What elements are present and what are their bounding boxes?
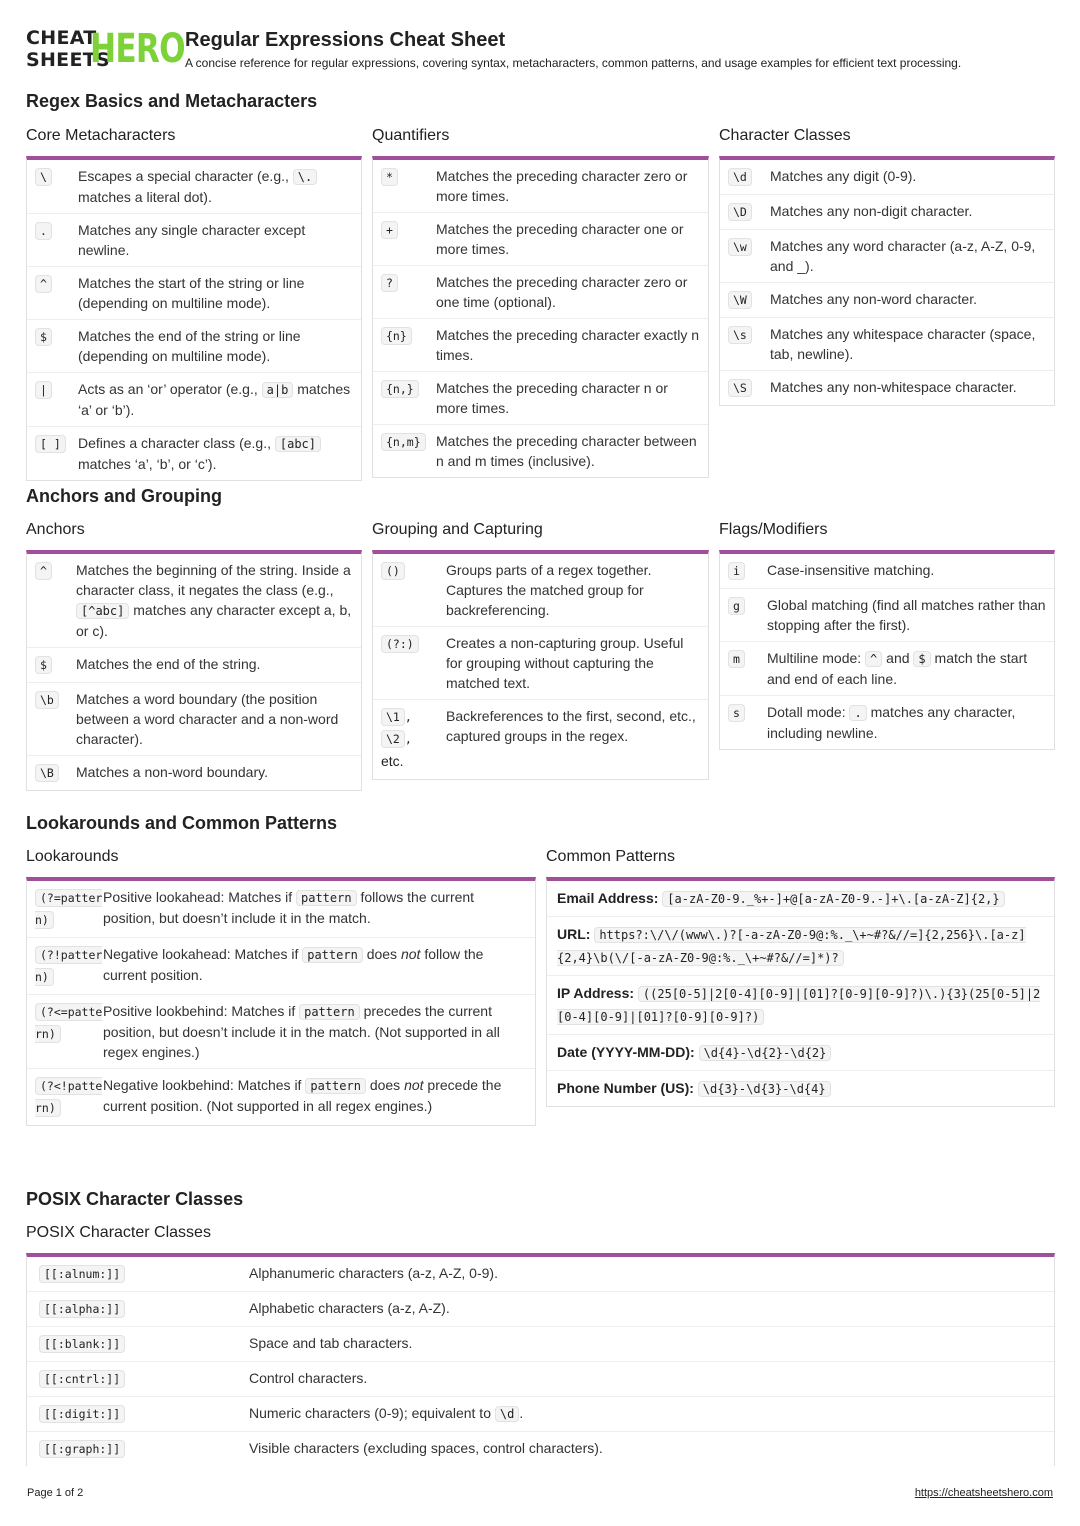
- row-desc: Matches the preceding character zero or one time (optional).: [436, 274, 688, 310]
- table-row: [27, 938, 535, 995]
- row-desc: Matches the preceding character zero or more times.: [436, 168, 688, 204]
- pattern-code: [a-zA-Z0-9._%+-]+@[a-zA-Z0-9.-]+\.[a-zA-Z]{2,}: [662, 891, 1004, 907]
- table-row: [373, 160, 708, 213]
- row-key: .: [35, 222, 52, 240]
- pattern-label: Date (YYYY-MM-DD):: [557, 1044, 695, 1060]
- row-desc: Matches the beginning of the string. Inside a character class, it negates the class (e.g.,: [76, 562, 351, 598]
- row-key: i: [728, 562, 745, 580]
- row-key: [[:graph:]]: [39, 1440, 125, 1458]
- row-key: $: [35, 656, 52, 674]
- table-row: [27, 995, 535, 1069]
- row-key: (?:): [381, 635, 419, 653]
- anchors-card: [26, 550, 362, 791]
- pattern-code: \d{4}-\d{2}-\d{2}: [699, 1045, 832, 1061]
- grouping-card: [372, 550, 709, 780]
- row-desc: matches any character except a, b, or c).: [76, 602, 352, 639]
- row-key: \S: [728, 379, 752, 397]
- pattern-row: [547, 881, 1054, 917]
- table-row: [720, 283, 1054, 318]
- pattern-label: URL:: [557, 926, 591, 942]
- row-key: (?!pattern): [35, 948, 103, 984]
- inline-code: pattern: [296, 890, 357, 906]
- row-key: g: [728, 597, 745, 615]
- row-desc: .: [519, 1405, 524, 1421]
- row-desc: Acts as an ‘or’ operator (e.g.,: [78, 381, 258, 397]
- footer-link[interactable]: https://cheatsheetshero.com: [914, 1487, 1053, 1499]
- row-desc: Matches any word character (a-z, A-Z, 0-9, and _).: [770, 238, 1036, 274]
- row-desc: matches ‘a’, ‘b’, or ‘c’).: [78, 456, 217, 472]
- row-key: [[:blank:]]: [39, 1335, 125, 1353]
- row-desc: Matches the end of the string or line (depending on multiline mode).: [78, 328, 301, 364]
- row-desc: Negative lookahead: Matches if: [103, 946, 299, 962]
- table-row: [720, 371, 1054, 405]
- pattern-row: [547, 1035, 1054, 1071]
- table-row: [27, 267, 361, 320]
- table-row: [27, 1327, 1054, 1362]
- inline-code: pattern: [302, 947, 363, 963]
- table-row: [720, 230, 1054, 283]
- table-row: [720, 696, 1054, 749]
- inline-code: pattern: [305, 1078, 366, 1094]
- row-desc: Positive lookbehind: Matches if: [103, 1003, 296, 1019]
- row-key: {n}: [381, 327, 412, 345]
- row-desc: Control characters.: [249, 1370, 368, 1386]
- inline-code: \d: [495, 1406, 519, 1422]
- inline-code: a|b: [262, 382, 294, 398]
- row-desc: Matches the preceding character between n and m times (inclusive).: [436, 433, 697, 469]
- row-desc: Matches the preceding character n or more times.: [436, 380, 668, 416]
- row-desc: and: [886, 650, 910, 666]
- table-row: [720, 642, 1054, 696]
- inline-code: [abc]: [275, 436, 321, 452]
- card-title-core: Core Metacharacters: [26, 127, 176, 144]
- inline-code: \.: [293, 169, 317, 185]
- card-title-grouping: Grouping and Capturing: [372, 521, 543, 538]
- row-desc: Creates a non-capturing group. Useful for grouping without capturing the matched text.: [446, 635, 684, 691]
- table-row: [373, 319, 708, 372]
- row-key: \: [35, 168, 52, 186]
- lookarounds-card: [26, 877, 536, 1126]
- table-row: [720, 589, 1054, 642]
- table-row: [373, 425, 708, 477]
- pattern-label: Phone Number (US):: [557, 1080, 694, 1096]
- card-title-classes: Character Classes: [719, 127, 851, 144]
- section-title-anchors-grouping: Anchors and Grouping: [26, 486, 222, 506]
- row-key: \B: [35, 764, 59, 782]
- row-desc: match the start and end of each line.: [767, 650, 1028, 687]
- card-title-flags: Flags/Modifiers: [719, 521, 828, 538]
- row-key: [[:cntrl:]]: [39, 1370, 125, 1388]
- section-title-basics: Regex Basics and Metacharacters: [26, 91, 318, 111]
- row-key: (): [381, 562, 405, 580]
- card-title-quantifiers: Quantifiers: [372, 127, 450, 144]
- section-title-lookarounds: Lookarounds and Common Patterns: [26, 813, 338, 833]
- pattern-row: [547, 917, 1054, 976]
- inline-code: ^: [865, 651, 882, 667]
- row-desc: Matches any non-whitespace character.: [770, 379, 1017, 395]
- row-key: \s: [728, 326, 752, 344]
- table-row: [27, 427, 361, 480]
- row-key: m: [728, 650, 745, 668]
- row-desc: Defines a character class (e.g.,: [78, 435, 271, 451]
- row-desc: Matches any single character except newline.: [78, 222, 306, 258]
- row-key: ^: [35, 562, 52, 580]
- table-row: [27, 881, 535, 938]
- row-desc: matches any character, including newline.: [767, 704, 1016, 741]
- row-desc: Matches the end of the string.: [76, 656, 261, 672]
- table-row: [27, 1292, 1054, 1327]
- inline-code: .: [849, 705, 866, 721]
- table-row: [373, 372, 708, 425]
- table-row: [373, 554, 708, 627]
- row-key: *: [381, 168, 398, 186]
- pattern-label: IP Address:: [557, 985, 635, 1001]
- table-row: [27, 1362, 1054, 1397]
- row-desc: Alphanumeric characters (a-z, A-Z, 0-9).: [249, 1265, 498, 1281]
- row-key: \2: [381, 730, 405, 748]
- table-row: [720, 554, 1054, 589]
- row-desc: does: [366, 946, 398, 962]
- posix-card: [26, 1253, 1055, 1466]
- pattern-code: \d{3}-\d{3}-\d{4}: [698, 1081, 831, 1097]
- table-row: [27, 756, 361, 790]
- row-key: [[:alnum:]]: [39, 1265, 125, 1283]
- footer-link-wrapper: [915, 1487, 1053, 1499]
- row-desc: Matches any digit (0-9).: [770, 168, 917, 184]
- table-row: [720, 195, 1054, 230]
- row-key: [ ]: [35, 435, 66, 453]
- table-row: [27, 373, 361, 427]
- inline-code: [^abc]: [76, 603, 129, 619]
- table-row: [720, 160, 1054, 195]
- row-desc: Backreferences to the first, second, etc., captured groups in the regex.: [446, 708, 696, 744]
- row-key: +: [381, 221, 398, 239]
- row-desc: Matches the preceding character one or more times.: [436, 221, 684, 257]
- row-desc: Matches any non-digit character.: [770, 203, 973, 219]
- table-row: [27, 1432, 1054, 1466]
- logo-sheets: SHEETS: [26, 49, 110, 71]
- flags-card: [719, 550, 1055, 750]
- row-key: ?: [381, 274, 398, 292]
- row-desc: Matches a word boundary (the position between a word character and a non-word character).: [76, 691, 339, 747]
- pattern-row: [547, 976, 1054, 1035]
- page-number: Page 1 of 2: [27, 1487, 84, 1499]
- character-classes-card: [719, 156, 1055, 406]
- row-key: [[:alpha:]]: [39, 1300, 125, 1318]
- pattern-row: [547, 1071, 1054, 1106]
- inline-code: pattern: [299, 1004, 360, 1020]
- row-desc: Visible characters (excluding spaces, control characters).: [249, 1440, 603, 1456]
- row-key: \d: [728, 168, 752, 186]
- row-desc: follow the current position.: [103, 946, 484, 983]
- row-key: (?=pattern): [35, 891, 103, 927]
- row-desc: does: [369, 1077, 401, 1093]
- inline-code: $: [913, 651, 930, 667]
- row-desc: Groups parts of a regex together. Captures the matched group for backreferencing.: [446, 562, 652, 618]
- row-desc: precedes the current position, but doesn’t include it in the match. (Not supported in all regex engines.): [103, 1003, 500, 1060]
- row-desc: Matches a non-word boundary.: [76, 764, 268, 780]
- row-key: \b: [35, 691, 59, 709]
- row-desc: Matches any whitespace character (space, tab, newline).: [770, 326, 1036, 362]
- row-key: ^: [35, 275, 52, 293]
- row-key: s: [728, 704, 745, 722]
- pattern-label: Email Address:: [557, 890, 659, 906]
- core-metacharacters-card: [26, 156, 362, 481]
- logo-hero: HERO: [90, 26, 185, 72]
- row-desc: follows the current position, but doesn’t include it in the match.: [103, 889, 475, 926]
- card-title-anchors: Anchors: [26, 521, 85, 538]
- row-desc: Matches any non-word character.: [770, 291, 977, 307]
- card-title-patterns: Common Patterns: [546, 848, 675, 865]
- row-key: (?<!pattern): [35, 1079, 103, 1115]
- table-row: [27, 648, 361, 683]
- row-desc: not: [400, 946, 421, 962]
- table-row: [27, 1257, 1054, 1292]
- section-title-posix: POSIX Character Classes: [26, 1189, 244, 1209]
- row-desc: not: [404, 1077, 424, 1093]
- pattern-code: ((25[0-5]|2[0-4][0-9]|[01]?[0-9][0-9]?)\.){3}(25[0-5]|2[0-4][0-9]|[01]?[0-9][0-9]?): [557, 987, 1041, 1024]
- table-row: [27, 1397, 1054, 1432]
- row-desc: Global matching (find all matches rather than stopping after the first).: [767, 597, 1046, 633]
- row-desc: Alphabetic characters (a-z, A-Z).: [249, 1300, 450, 1316]
- pattern-code: https?:\/\/(www\.)?[-a-zA-Z0-9@:%._\+~#?&//=]{2,256}\.[a-z]{2,4}\b(\/[-a-zA-Z0-9@:%._\+~#?&//=]*)?: [557, 928, 1026, 965]
- row-desc: Positive lookahead: Matches if: [103, 889, 293, 905]
- row-key: {n,m}: [381, 433, 426, 451]
- row-key: (?<=pattern): [35, 1005, 103, 1041]
- row-key: \D: [728, 203, 752, 221]
- row-key: |: [35, 381, 52, 399]
- card-title-posix: POSIX Character Classes: [26, 1224, 211, 1241]
- table-row: [27, 683, 361, 756]
- row-desc: matches a literal dot).: [78, 189, 212, 205]
- table-row: [720, 318, 1054, 371]
- table-row: [27, 320, 361, 373]
- row-desc: Matches the start of the string or line (depending on multiline mode).: [78, 275, 305, 311]
- table-row: [27, 160, 361, 214]
- row-desc: Dotall mode:: [767, 704, 846, 720]
- row-desc: matches ‘a’ or ‘b’).: [78, 381, 351, 418]
- card-title-lookarounds: Lookarounds: [26, 848, 119, 865]
- row-desc: Escapes a special character (e.g.,: [78, 168, 289, 184]
- row-desc: Case-insensitive matching.: [767, 562, 935, 578]
- row-key: $: [35, 328, 52, 346]
- table-row: [373, 266, 708, 319]
- row-desc: Negative lookbehind: Matches if: [103, 1077, 302, 1093]
- row-key: \w: [728, 238, 752, 256]
- row-desc: Space and tab characters.: [249, 1335, 413, 1351]
- row-desc: Multiline mode:: [767, 650, 862, 666]
- row-key: etc.: [381, 753, 404, 769]
- logo-cheat: CHEAT: [26, 27, 97, 49]
- page-title: Regular Expressions Cheat Sheet: [185, 29, 506, 51]
- common-patterns-card: [546, 877, 1055, 1107]
- table-row: [27, 554, 361, 648]
- quantifiers-card: [372, 156, 709, 478]
- row-key: {n,}: [381, 380, 419, 398]
- table-row: [27, 214, 361, 267]
- table-row: [373, 213, 708, 266]
- row-key: [[:digit:]]: [39, 1405, 125, 1423]
- page-subtitle: A concise reference for regular expressions, covering syntax, metacharacters, common patterns, and usage examples for efficient text processing.: [185, 56, 962, 70]
- table-row: \1 , \2 , etc. Backreferences to the first, second, etc., captured groups in the regex.: [373, 700, 708, 779]
- table-row: [27, 1069, 535, 1125]
- logo: [26, 26, 185, 72]
- row-key: \1: [381, 708, 405, 726]
- row-desc: Matches the preceding character exactly n times.: [436, 327, 700, 363]
- row-key: \W: [728, 291, 752, 309]
- row-desc: precede the current position. (Not supported in all regex engines.): [103, 1077, 502, 1114]
- table-row: [373, 627, 708, 700]
- row-desc: Numeric characters (0-9); equivalent to: [249, 1405, 491, 1421]
